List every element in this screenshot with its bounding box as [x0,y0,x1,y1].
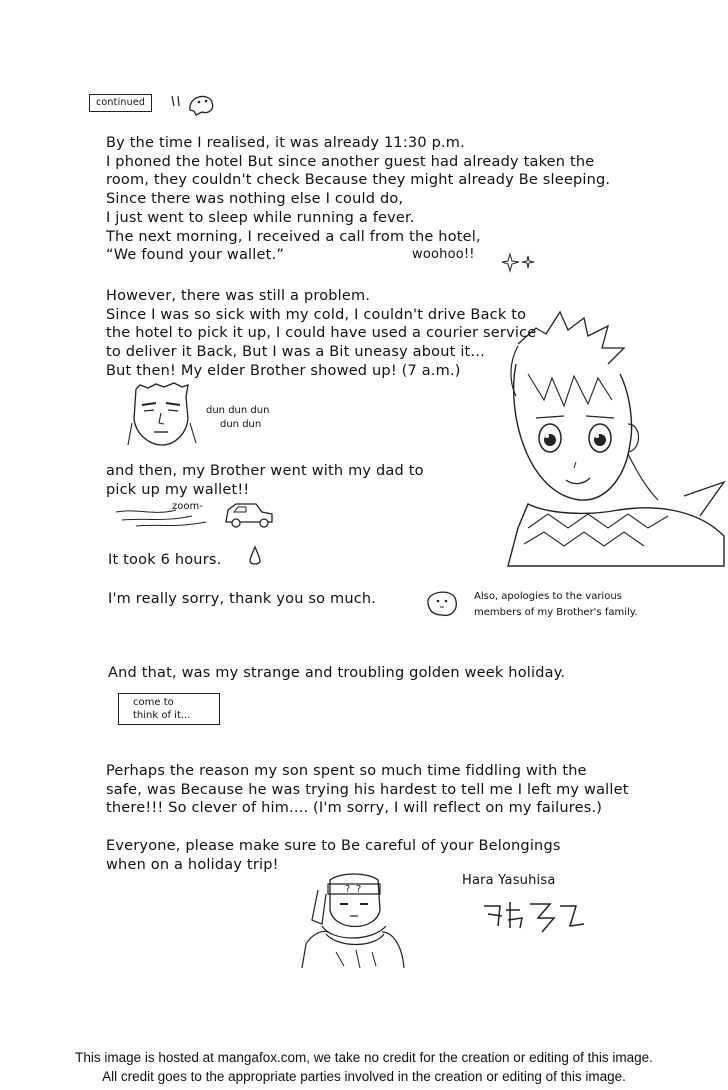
svg-text:?: ? [345,884,351,895]
text-line: Perhaps the reason my son spent so much time fiddling with the [106,763,587,779]
text-line: “We found your wallet.” [106,247,285,264]
author-signature [480,896,590,936]
woohoo-text: woohoo!! [412,247,475,262]
text-line: However, there was still a problem. [106,288,371,304]
holiday-text: And that, was my strange and troubling golden week holiday. [108,665,566,681]
took-hours-text: It took 6 hours. [108,552,222,568]
girl-character-sketch [488,304,724,574]
paragraph-careful [106,837,561,874]
author-portrait-sketch [292,870,412,970]
footer-line-2: All credit goes to the appropriate parties involved in the creation or editing of this image. [102,1069,626,1084]
text-line: safe, was Because he was trying his hardest to tell me I left my wallet [106,781,629,798]
text-line: think of it... [133,710,191,721]
text-line: to deliver it Back, But I was a Bit uneasy about it... [106,344,485,361]
sfx-dun-1: dun dun dun [206,405,270,416]
apology-text [474,589,637,621]
text-line: By the time I realised, it was already 11:30 p.m. [106,135,465,151]
text-line: Also, apologies to the various [474,591,622,602]
text-line: The next morning, I received a call from the hotel, [106,228,481,245]
sweat-drop-icon [248,546,262,568]
paragraph-hotel [106,134,610,265]
text-line: the hotel to pick it up, I could have used a courier service [106,325,537,342]
brother-sketch [128,383,200,453]
text-line: I phoned the hotel But since another guest had already taken the [106,153,595,170]
paragraph-brother-dad [106,462,424,499]
text-line: Everyone, please make sure to Be careful of your Belongings [106,838,561,854]
paragraph-son-safe [106,762,629,818]
svg-text:?: ? [356,884,362,895]
text-line: when on a holiday trip! [106,856,279,873]
sparkle-icon [502,252,538,272]
text-line: and then, my Brother went with my dad to [106,463,424,479]
text-line: come to [133,697,174,708]
face-doodle-icon [424,585,460,619]
sfx-dun-2: dun dun [220,419,262,430]
text-line: members of my Brother's family. [474,607,638,618]
sorry-text: I'm really sorry, thank you so much. [108,591,377,607]
continued-label [89,94,152,112]
text-line: But then! My elder Brother showed up! (7 a.m.) [106,362,461,379]
continued-text: continued [96,97,146,108]
ghost-doodle-icon [168,88,218,116]
text-line: there!!! So clever of him.... (I'm sorry, I will reflect on my failures.) [106,800,603,817]
text-line: Since there was nothing else I could do, [106,191,404,208]
footer-line-1: This image is hosted at mangafox.com, we take no credit for the creation or editing of this image. [75,1050,653,1065]
come-to-think-box [118,693,220,725]
text-line: I just went to sleep while running a fever. [106,209,415,226]
paragraph-problem [106,287,536,381]
text-line: Since I was so sick with my cold, I couldn't drive Back to [106,306,527,323]
author-name: Hara Yasuhisa [462,873,556,888]
text-line: pick up my wallet!! [106,481,250,498]
sfx-zoom: zoom- [172,501,203,512]
text-line: room, they couldn't check Because they might already Be sleeping. [106,172,611,189]
